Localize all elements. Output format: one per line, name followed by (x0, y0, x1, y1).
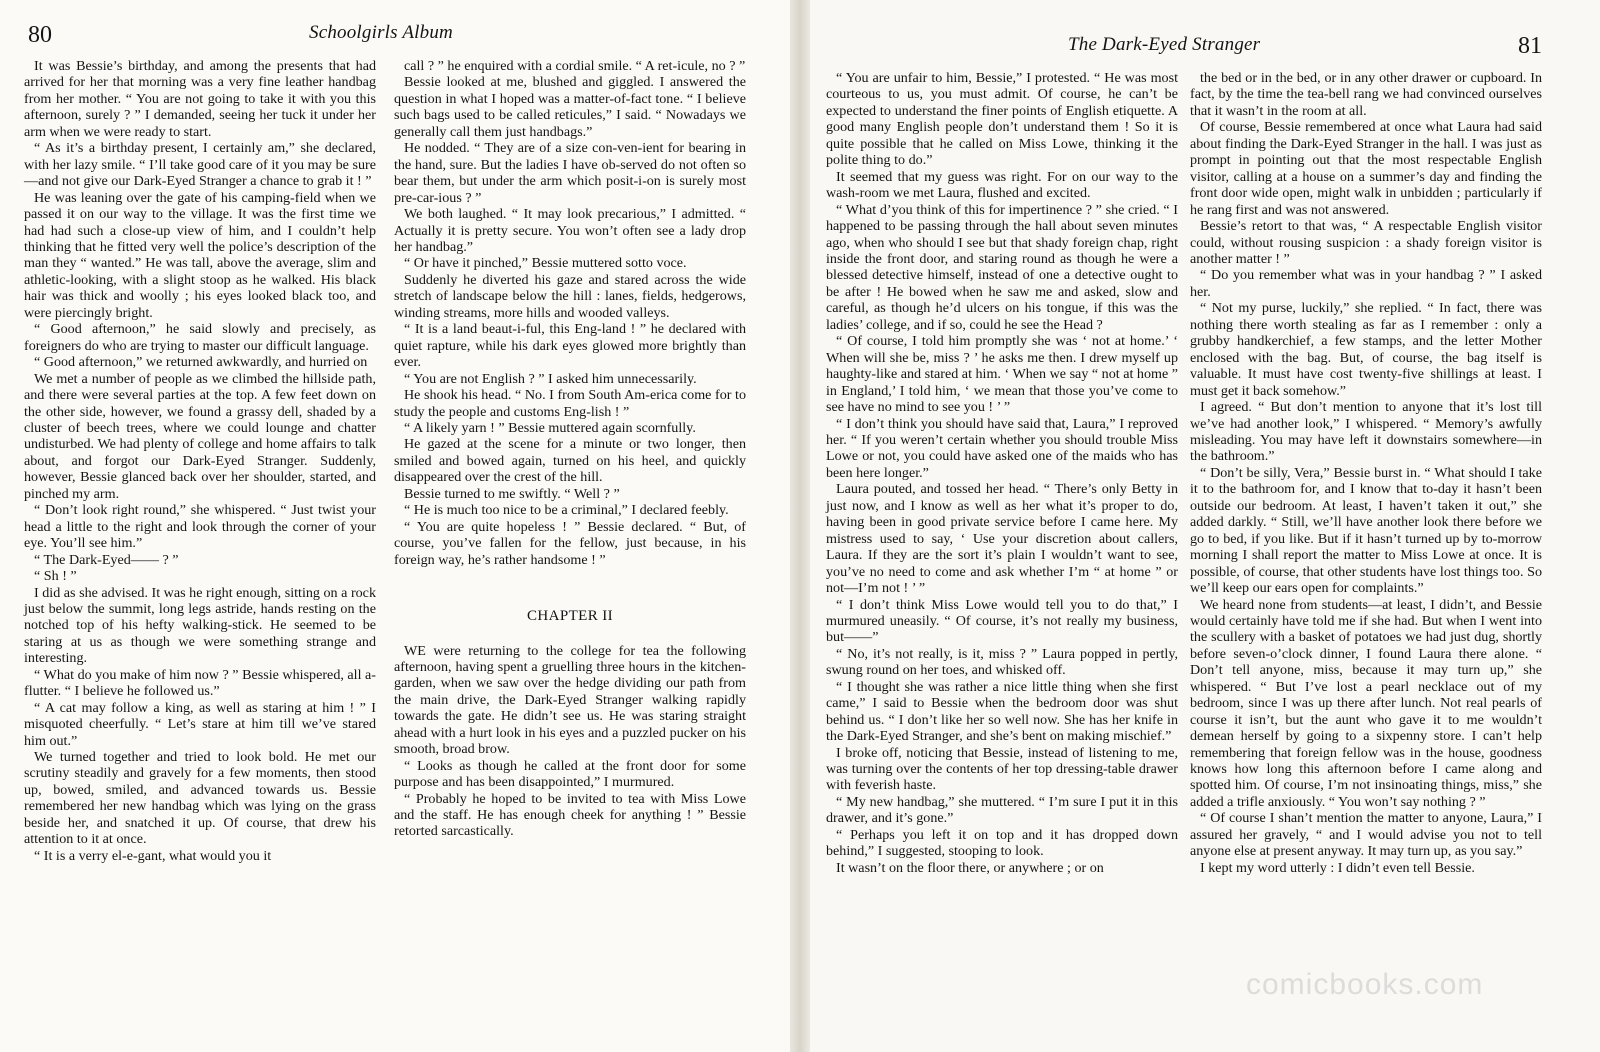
paragraph: “ As it’s a birthday present, I certainly am,” she declared, with her lazy smile. “ I’ll take good care of it you may be sure—and not give our Dark-Eyed Stranger a chance to grab it ! ” (24, 140, 376, 190)
paragraph: We heard none from students—at least, I didn’t, and Bessie would certainly have told me if she had. But when I went into the scullery with a basket of potatoes we had just dug, shortly before seven-o’clock dinner, I found Laura there alone. “ Don’t tell anyone, miss, because it may turn up,” she whispered. “ But I’ve lost a pearl necklace out of my bedroom, since I was up there after lunch. Not real pearls of course it isn’t, but the aunt who gave it to me wouldn’t demean herself by going to a sixpenny store. I can’t help remembering that foreign fellow was in the house, goodness knows how long this afternoon before I came along and spotted him. Of course, I’m not insinoating things, miss,” she added a trifle anxiously. “ You won’t say nothing ? ” (1190, 596, 1542, 810)
paragraph: Laura pouted, and tossed her head. “ There’s only Betty in just now, and I know as well as her what it’s proper to do, having been in good private service before I came here. My mistress used to say, ‘ Use your discretion about callers, Laura. If they are the sort it’s plain I wouldn’t want to see, you’ve no need to come and ask whether I’m “ at home ” or not—I’m not ! ’ ” (826, 481, 1178, 597)
paragraph: “ Good afternoon,” we returned awkwardly, and hurried on (34, 354, 368, 371)
text-column-2-top (394, 58, 746, 568)
right-page (810, 0, 1600, 1052)
text-column-1 (24, 58, 376, 864)
paragraph: WE were returning to the college for tea the following afternoon, having spent a gruelling three hours in the kitchen-garden, when we saw over the hedge dividing our path from the main drive, the Dark-Eyed Stranger walking rapidly towards the gate. He didn’t see us. He was staring straight ahead with a hurt look in his eyes and a puzzled pucker on his smooth, broad brow. (394, 642, 746, 758)
paragraph: “ You are not English ? ” I asked him unnecessarily. (404, 370, 697, 387)
chapter-heading: CHAPTER II (526, 608, 614, 625)
paragraph: “ What d’you think of this for impertinence ? ” she cried. “ I happened to be passing through the hall about seven minutes ago, when who should I see but that shady foreign chap, right inside the front door, and staring round as though he were a blessed detective himself, instead of one a detective ought to be after ! He bowed when he saw me and asked, slow and careful, as though he’d ulcers on his tongue, if this was the ladies’ college, and if so, could he see the Head ? (826, 201, 1178, 333)
text-column-3 (826, 70, 1178, 876)
paragraph: “ A cat may follow a king, as well as staring at him ! ” I misquoted cheerfully. “ Let’s stare at him till we’ve stared him out.” (24, 699, 376, 749)
paragraph: “ Or have it pinched,” Bessie muttered sotto voce. (404, 255, 687, 272)
paragraph: “ Of course, I told him promptly she was ‘ not at home.’ ‘ When will she be, miss ? ’ he asks me then. I drew myself up haughty-like and stared at him. ‘ When we say “ not at home ” in England,’ I told him, ‘ we mean that those you’ve come to see have no mind to see you ! ’ ” (826, 333, 1178, 416)
paragraph: “ No, it’s not really, is it, miss ? ” Laura popped in pertly, swung round on her toes, and whisked off. (826, 645, 1178, 679)
paragraph: “ You are quite hopeless ! ” Bessie declared. “ But, of course, you’ve fallen for the fellow, just because, in his foreign way, he’s rather handsome ! ” (394, 518, 746, 568)
paragraph: Bessie turned to me swiftly. “ Well ? ” (404, 485, 620, 502)
paragraph: It wasn’t on the floor there, or anywhere ; or on (836, 859, 1104, 876)
paragraph: Bessie’s retort to that was, “ A respectable English visitor could, without rousing suspicion : a shady foreign visitor is another matter ! ” (1190, 218, 1542, 267)
paragraph: He shook his head. “ No. I from South Am-erica come for to study the people and customs Eng-lish ! ” (394, 387, 746, 420)
paragraph: I kept my word utterly : I didn’t even tell Bessie. (1200, 859, 1475, 876)
paragraph: “ I thought she was rather a nice little thing when she first came,” I said to Bessie when the bedroom door was shut behind us. “ I don’t like her so well now. She has her knife in the Dark-Eyed Stranger, and she’s bent on making mischief.” (826, 678, 1178, 745)
paragraph: “ I don’t think Miss Lowe would tell you to do that,” I murmured uneasily. “ Of course, it’s not really my business, but——” (826, 596, 1178, 646)
paragraph: “ Good afternoon,” he said slowly and precisely, as foreigners do who are trying to master our difficult language. (24, 321, 376, 354)
running-head-right: The Dark-Eyed Stranger (1068, 34, 1261, 55)
paragraph: Suddenly he diverted his gaze and stared across the wide stretch of landscape below the hill : lanes, fields, hedgerows, winding streams, more hills and wooded valleys. (394, 271, 746, 321)
paragraph: call ? ” he enquired with a cordial smile. “ A ret-icule, no ? ” (404, 58, 746, 74)
paragraph: “ What do you make of him now ? ” Bessie whispered, all a-flutter. “ I believe he followed us.” (24, 666, 376, 700)
paragraph: “ Do you remember what was in your handbag ? ” I asked her. (1190, 267, 1542, 300)
paragraph: “ You are unfair to him, Bessie,” I protested. “ He was most courteous to us, you must admit. Of course, he can’t be expected to understand the finer points of English etiquette. A good many English people don’t understand them ! So it is quite possible that he called on Miss Lowe, thinking it the polite thing to do.” (826, 70, 1178, 169)
paragraph: It seemed that my guess was right. For on our way to the wash-room we met Laura, flushed and excited. (826, 168, 1178, 202)
text-column-2 (394, 58, 746, 840)
paragraph: I did as she advised. It was he right enough, sitting on a rock just below the summit, long legs astride, hands resting on the notched top of his hefty walking-stick. He seemed to be staring at us as though we were something strange and interesting. (24, 584, 376, 667)
paragraph: He gazed at the scene for a minute or two longer, then smiled and bowed again, turned on his heel, and quickly disappeared over the crest of the hill. (394, 436, 746, 486)
paragraph: “ Sh ! ” (34, 568, 77, 585)
watermark: comicbooks.com (1246, 968, 1484, 1001)
paragraph: He was leaning over the gate of his camping-field when we passed it on our way to the village. It was the first time we had had such a close-up view of him, and I couldn’t help thinking that he fitted very well the police’s description of the man they “ wanted.” He was tall, above the average, slim and athletic-looking, with a slight stoop as he walked. His black hair was thick and woolly ; his eyes looked black too, and were piercingly bright. (24, 189, 376, 321)
paragraph: I agreed. “ But don’t mention to anyone that it’s lost till we’ve had another look,” I whispered. “ Memory’s awfully misleading. You may have left it downstairs somewhere—in the bathroom.” (1190, 399, 1542, 465)
paragraph: We both laughed. “ It may look precarious,” I admitted. “ Actually it is pretty secure. You won’t often see a lady drop her handbag.” (394, 206, 746, 255)
paragraph: the bed or in the bed, or in any other drawer or cupboard. In fact, by the time the tea-bell rang we had convinced ourselves that it wasn’t in the room at all. (1190, 70, 1542, 119)
paragraph: “ He is much too nice to be a criminal,” I declared feebly. (404, 502, 729, 519)
paragraph: “ My new handbag,” she muttered. “ I’m sure I put it in this drawer, and it’s gone.” (826, 793, 1178, 827)
paragraph: It was Bessie’s birthday, and among the presents that had arrived for her that morning was a very fine leather handbag from her mother. “ You are not going to take it with you this afternoon, surely ? ” I demanded, seeing her tuck it under her arm when we were ready to start. (24, 58, 376, 140)
paragraph: “ Of course I shan’t mention the matter to anyone, Laura,” I assured her gravely, “ and I would advise you not to tell anyone else at present anyway. It may turn up, as you say.” (1190, 810, 1542, 860)
paragraph: “ The Dark-Eyed—— ? ” (34, 551, 179, 568)
paragraph: We turned together and tried to look bold. He met our scrutiny steadily and gravely for a few moments, then stood up, bowed, smiled, and advanced towards us. Bessie remembered her new handbag which was lying on the grass beside her, and snatched it up. Of course, that drew his attention to it at once. (24, 749, 376, 848)
paragraph: Of course, Bessie remembered at once what Laura had said about finding the Dark-Eyed Stranger in the hall. I was just as prompt in pointing out that the most respectable English visitor, calling at a house on a summer’s day and finding the front door wide open, might walk in unbidden ; particularly if he rang first and was not answered. (1190, 119, 1542, 218)
book-gutter (790, 0, 810, 1052)
paragraph: “ Perhaps you left it on top and it has dropped down behind,” I suggested, stooping to look. (826, 826, 1178, 860)
paragraph: “ Looks as though he called at the front door for some purpose and has been disappointed,” I murmured. (394, 757, 746, 791)
paragraph: “ It is a verry el-e-gant, what would you it (34, 847, 272, 864)
page-number-right: 81 (1518, 33, 1542, 59)
paragraph: “ A likely yarn ! ” Bessie muttered again scornfully. (404, 419, 696, 436)
paragraph: “ It is a land beaut-i-ful, this Eng-land ! ” he declared with quiet rapture, while his dark eyes glowed more brightly than ever. (394, 321, 746, 371)
page-number-left: 80 (28, 22, 52, 48)
paragraph: We met a number of people as we climbed the hillside path, and there were several parties at the top. A few feet down on the other side, however, we found a grassy dell, shaded by a cluster of beech trees, where we could lounge and chatter undisturbed. We had plenty of college and home affairs to talk about, and forgot our Dark-Eyed Stranger. Suddenly, however, Bessie glanced back over her shoulder, started, and pinched my arm. (24, 370, 376, 502)
paragraph: “ I don’t think you should have said that, Laura,” I reproved her. “ If you weren’t certain whether you should trouble Miss Lowe or not, you could have asked one of the maids who has been here longer.” (826, 415, 1178, 481)
text-column-2-bottom (394, 643, 746, 840)
paragraph: “ Not my purse, luckily,” she replied. “ In fact, there was nothing there worth stealing as far as I remember : only a grubby handkerchief, a few stamps, and the letter Mother enclosed with the bag. But, of course, the bag itself is valuable. It must have cost twenty-five shillings at least. I must get it back somehow.” (1190, 300, 1542, 399)
paragraph: “ Don’t look right round,” she whispered. “ Just twist your head a little to the right and look through the corner of your eye. You’ll see him.” (24, 502, 376, 552)
paragraph: I broke off, noticing that Bessie, instead of listening to me, was turning over the contents of her top dressing-table drawer with feverish haste. (826, 744, 1178, 794)
left-page (0, 0, 790, 1052)
paragraph: He nodded. “ They are of a size con-ven-ient for bearing in the hand, sure. But the ladies I have ob-served do not often so bear them, but under the arm which posit-i-on is surely most pre-car-ious ? ” (394, 140, 746, 206)
paragraph: “ Probably he hoped to be invited to tea with Miss Lowe and the staff. He has enough cheek for anything ! ” Bessie retorted sarcastically. (394, 790, 746, 840)
text-column-4 (1190, 70, 1542, 876)
paragraph: “ Don’t be silly, Vera,” Bessie burst in. “ What should I take it to the bathroom for, and I know that to-day it hasn’t been outside our bedroom. At least, I haven’t taken it out,” she added darkly. “ Still, we’ll have another look there before we go to bed, if you like. But if it hasn’t turned up by to-morrow morning I shall report the matter to Miss Lowe at once. It is possible, of course, that other students have lost things too. So we’ll keep our ears open for complaints.” (1190, 464, 1542, 597)
running-head-left: Schoolgirls Album (309, 22, 453, 43)
paragraph: Bessie looked at me, blushed and giggled. I answered the question in what I hoped was a matter-of-fact tone. “ I believe such bags used to be called reticules,” I said. “ Nowadays we generally call them just handbags.” (394, 74, 746, 140)
